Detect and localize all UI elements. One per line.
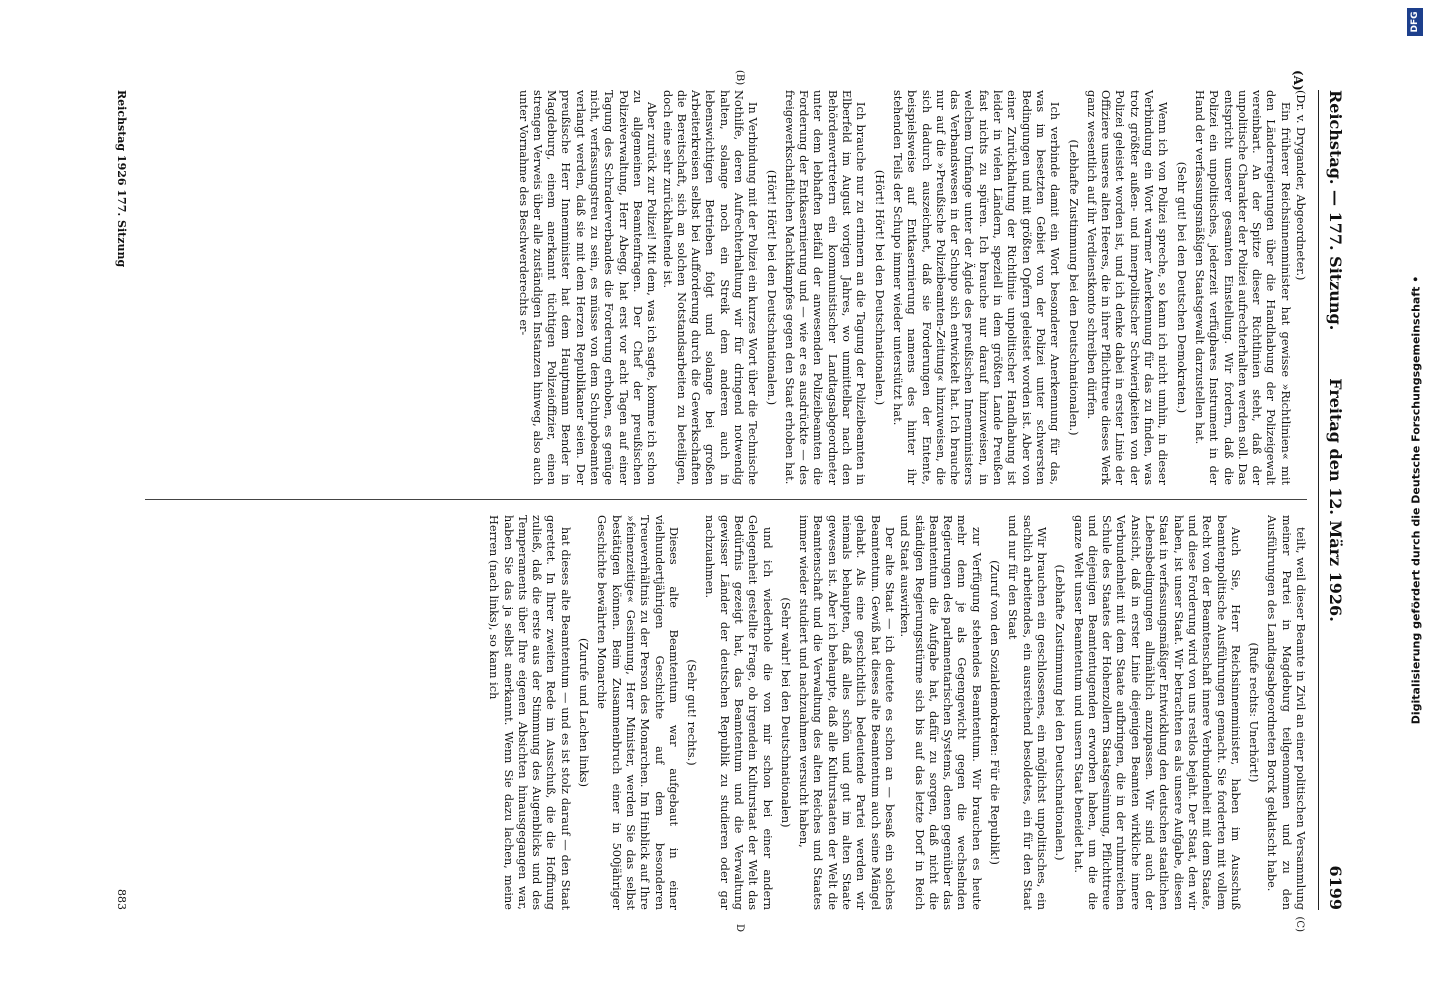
footer-page-code: 883 (115, 889, 128, 910)
interjection: (Zurufe und Lachen links) (577, 638, 591, 787)
paragraph: teilt, weil dieser Beamte in Zivil an einer politischen Versammlung meiner Partei in Magdeburg teilgenommen und zu den Ausführungen des Landtagsabgeordneten Borck geklatscht habe. (1265, 515, 1307, 910)
paragraph: Der alte Staat — ich deutete es schon an — besaß ein solches Beamtentum. Gewiß hat dieses alte Beamtentum auch seine Mängel gehabt. Als eine geschichtlich bedeutende Partei werden wir niemals behaupten, daß alles schön und gut im alten Staate gewesen ist. Aber ich behaupte, daß alle Kulturstaaten der Welt die Beamtenschaft und die Verwaltung des alten Reiches und Staates immer wieder studiert und nachzuahmen versucht haben, (797, 515, 896, 910)
paragraph: und ich wiederhole die von mir schon bei einer andern Gelegenheit gestellte Frage, ob irgendein Kulturstaat der Welt das Bedürfnis gezeigt hat, das Beamtentum und die Verwaltung gewisser Länder der deutschen Republik zu studieren oder gar nachzuahmen. (703, 515, 774, 910)
paragraph: Aber zurück zur Polizei! Mit dem, was ich sagte, komme ich schon zu allgemeinen Beamtenfragen. Der Chef der preußischen Polizeiverwaltung, Herr Abegg, hat erst vor acht Tagen auf einer Tagung des Schraderverbandes die Forderung erhoben, es genüge nicht, verfassungstreu zu sein, es müsse von dem Schupobeamten verlangt werden, daß sie mit dem Herzen Republikaner seien. Der preußische Herr Innenminister hat dem Hauptmann Bender in Magdeburg, einem anerkannt tüchtigen Polizeioffizier, einen strengen Verweis über alle zuständigen Instanzen hinweg, also auch unter Vornahme des Beschwerderechts er- (516, 90, 659, 485)
left-column (145, 90, 1307, 485)
paragraph: Ich verbinde damit ein Wort besonderer Anerkennung für das, was im besetzten Gebiet von der Polizei unter schwersten Bedingungen und mit größten Opfern geleistet worden ist. Aber von einer Zurückhaltung der Richtlinie unpolitischer Handhabung ist leider in vielen Ländern, speziell in dem größten Lande Preußen fast nichts zu spüren. Ich brauche nur darauf hinzuweisen, in welchem Umfange unter der Ägide des preußischen Innenministers das Verbandswesen in der Schupo sich entwickelt hat. Ich brauche nur auf die »Preußische Polizeibeamten-Zeitung« hinzuweisen, die sich dadurch auszeichnet, daß sie Forderungen der Entente, beispielsweise auf Entkasernierung namens des hinter ihr stehenden Teils der Schupo immer wieder unterstützt hat. (890, 90, 1062, 485)
right-column (145, 515, 1307, 910)
paragraph: Ich brauche nur zu erinnern an die Tagung der Polizeibeamten in Elberfeld im August vorigen Jahres, wo unmittelbar nach den Behördenvertretern ein kommunistischer Landtagsabgeordneter unter dem lebhaften Beifall der anwesenden Polizeibeamten die Forderung der Entkasernierung und — wie er es ausdrückte — des freigewerkschaftlichen Machtkampfes gegen den Staat erhoben hat. (782, 90, 868, 485)
digitization-credit: Digitalisierung gefördert durch die Deutsche Forschungsgemeinschaft • (1409, 275, 1423, 725)
footer-source: Reichstag 1926 177. Sitzung (115, 90, 128, 268)
paragraph: Wir brauchen ein geschlossenes, ein möglichst unpolitisches, ein sachlich arbeitendes, ein ausreichend besoldetes, ein für den Staat und nur für den Staat (1006, 515, 1048, 910)
paragraph: hat dieses alte Beamtentum — und es ist stolz darauf — den Staat gerettet. In Ihrer zweiten Rede im Ausschuß, die die Hoffnung zuließ, daß die erste aus der Stimmung des Augenblicks und des Temperaments über Ihre eigenen Absichten hinausgegangen war, haben Sie das ja selbst anerkannt. Wenn Sie dazu lachen, meine Herren (nach links), so kann ich (487, 515, 572, 910)
margin-mark-d: D (734, 923, 745, 932)
paragraph: Ein früherer Reichsinnenminister hat gewisse »Richtlinien« mit den Länderregierungen über die Handhabung der Polizeigewalt vereinbart. An der Spitze dieser Richtlinien steht, daß der unpolitische Charakter der Polizei aufrechterhalten werden soll. Das entspricht unserer gesamten Einstellung. Wir fordern, daß die Polizei ein unpolitisches, jederzeit verfügbares Instrument in der Hand der verfassungsmäßigen Staatsgewalt darzustellen hat. (1192, 90, 1292, 485)
interjection: (Hört! Hört! bei den Deutschnationalen.) (872, 169, 886, 406)
interjection: (Sehr gut! bei den Deutschen Demokraten.) (1174, 161, 1188, 414)
interjection: (Sehr gut! rechts.) (685, 659, 699, 766)
paragraph: Dieses alte Beamtentum war aufgebaut in einer vielhundertjährigen Geschichte auf dem besonderen Treueverhältnis zu der Person des Monarchen. Im Hinblick auf Ihre »feinenzeitige« Gesinnung, Herr Minister, werden Sie das selbst bestätigen können. Beim Zusammenbruch einer in 500jähriger Geschichte bewährten Monarchie (595, 515, 680, 910)
page-header (1323, 90, 1345, 910)
interjection: (Lebhafte Zustimmung bei den Deutschnationalen.) (1066, 139, 1080, 436)
paragraph: In Verbindung mit der Polizei ein kurzes Wort über die Technische Nothilfe, deren Aufrechterhaltung wir für dringend notwendig halten, solange noch ein Streik dem anderen auch in lebenswichtigen Betrieben folgt und solange bei großen Arbeiterkreisen selbst bei Aufforderung durch die Gewerkschaften die Bereitschaft, sich an solchen Notstandsarbeiten zu beteiligen, doch eine sehr zurückhaltende ist. (660, 90, 760, 485)
header-rule (1318, 90, 1319, 910)
margin-mark-a: (A) (1291, 70, 1305, 91)
interjection: (Lebhafte Zustimmung bei den Deutschnationalen.) (1053, 564, 1067, 861)
speaker-line: (Dr. v. Drygander, Abgeordneter.) (1294, 90, 1307, 281)
interjection: (Rufe rechts: Unerhört!) (1247, 642, 1261, 783)
dfg-logo: DFG (1407, 8, 1423, 36)
digitization-sidebar (1402, 0, 1432, 1000)
page-number: 6199 (1326, 865, 1345, 910)
interjection: (Zuruf von den Sozialdemokraten: Für die Republik!) (988, 560, 1002, 865)
page (85, 50, 1385, 950)
paragraph: Auch Sie, Herr Reichsinnenminister, haben im Ausschuß beamtenpolitische Ausführungen gemacht. Sie forderten mit vollem Recht von der Beamtenschaft innere Verbundenheit mit dem Staate, und diese Forderung wird von uns restlos bejaht. Der Staat, den wir haben, ist unser Staat. Wir betrachten es als unsere Aufgabe, diesen Staat in verfassungsmäßiger Entwicklung den deutschen staatlichen Lebensbedingungen allmählich anzupassen. Wir sind auch der Ansicht, daß in erster Linie diejenigen Beamten wirkliche innere Verbundenheit mit dem Staate aufbringen, die in der ruhmreichen Schule des Staates der Hohenzollern Staatsgesinnung, Pflichttreue und diejenigen Beamtentugenden erworben haben, um die die ganze Welt unser Beamtentum und unsern Staat beneidet hat. (1071, 515, 1242, 910)
interjection: (Hört! Hört! bei den Deutschnationalen.) (764, 169, 778, 406)
paragraph: Wenn ich von Polizei spreche, so kann ich nicht umhin, in dieser Verbindung ein Wort warmer Anerkennung für das zu finden, was trotz größter außen- und innerpolitischer Schwierigkeiten von der Polizei geleistet worden ist, und ich denke dabei in erster Linie der Offiziere unseres alten Heeres, die in ihrer Pflichttreue dieses Werk ganz wesentlich auf ihr Verdienstkonto schreiben dürfen. (1084, 90, 1170, 485)
margin-mark-c: (C) (1294, 916, 1305, 932)
header-left: Reichstag. — 177. Sitzung. (1326, 90, 1345, 331)
column-rule (145, 499, 1307, 500)
interjection: (Sehr wahr! bei den Deutschnationalen) (778, 597, 792, 828)
header-date: Freitag den 12. März 1926. (1326, 378, 1345, 622)
paragraph: zur Verfügung stehendes Beamtentum. Wir brauchen es heute mehr denn je als Gegengewicht gegen die wechselnden Regierungen des parlamentarischen Systems, denen gegenüber das Beamtentum die Aufgabe hat, dafür zu sorgen, daß nicht die ständigen Regierungsstürme sich bis auf das letzte Dorf in Reich und Staat auswirken. (898, 515, 983, 910)
margin-mark-b: (B) (734, 70, 745, 86)
